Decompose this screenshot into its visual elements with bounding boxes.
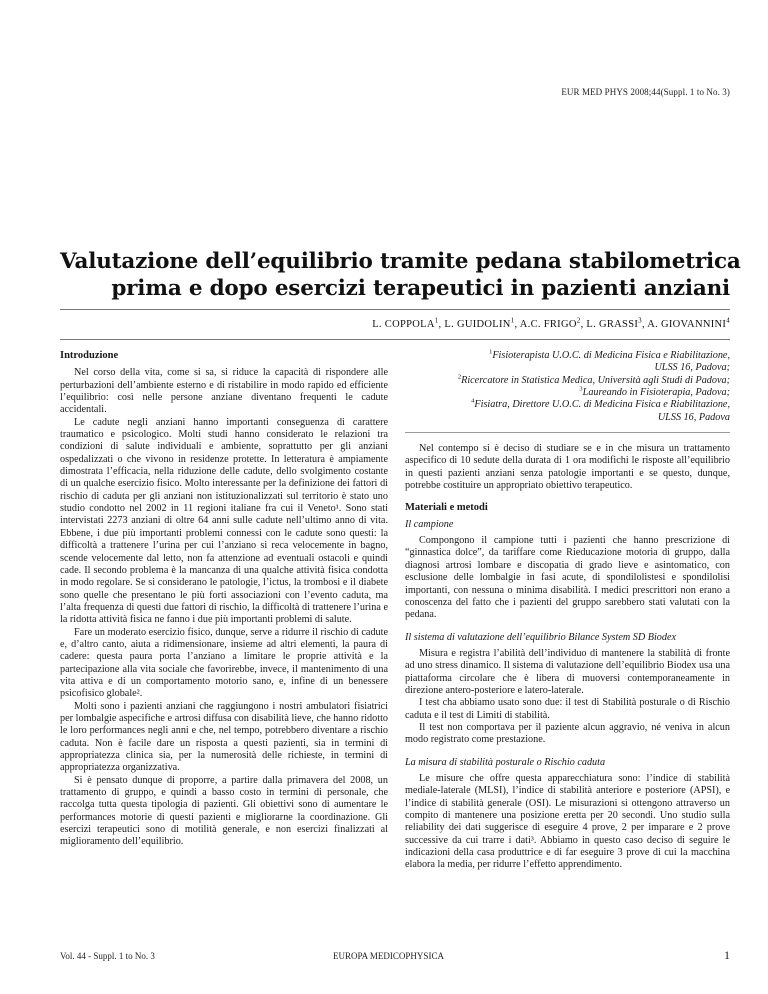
author-affiliation-mark: 3 xyxy=(638,316,642,325)
footer-journal: EUROPA MEDICOPHYSICA xyxy=(333,951,444,961)
author-name: A.C. FRIGO xyxy=(519,319,577,330)
title-divider xyxy=(60,309,730,310)
author-separator: , xyxy=(438,319,445,330)
author-name: L. GUIDOLIN xyxy=(444,319,511,330)
author xyxy=(586,316,648,330)
section-heading-materiali-e-metodi: Materiali e metodi xyxy=(405,502,488,514)
page-number: 1 xyxy=(724,948,730,962)
affiliations-divider xyxy=(405,432,730,433)
affiliation-text: Ricercatore in Statistica Medica, Università agli Studi di Padova; xyxy=(461,374,730,386)
body-paragraph: I test cha abbiamo usato sono due: il test di Stabilità posturale o di Rischio caduta e il test di Limiti di stabilità. xyxy=(405,697,730,721)
author xyxy=(444,316,520,330)
body-paragraph: Misura e registra l’abilità dell’individuo di mantenere la stabilità di fronte ad uno stress dinamico. Il sistema di valutazione dell’equilibrio Biodex usa una piattaforma circolare che è libera di muoversi contemporaneamente in direzione antero-posteriore e latero-laterale. xyxy=(405,647,730,696)
body-paragraph: Fare un moderato esercizio fisico, dunque, serve a ridurre il rischio di cadute e, d’altro canto, aiuta a ridimensionare, insieme ad altri elementi, la paura di cadere: questa paura porta l’anziano a limitare le proprie attività e la partecipazione alla vita sociale che favorirebbe, invece, il mantenimento di una vita attiva e di un comportamento motorio sano, e, infine di un benessere psicofisico globale². xyxy=(60,626,388,700)
subsection-heading: La misura di stabilità posturale o Rischio caduta xyxy=(405,756,606,768)
left-column xyxy=(60,350,388,849)
affiliation-text: ULSS 16, Padova; xyxy=(654,362,730,374)
footer-volume: Vol. 44 - Suppl. 1 to No. 3 xyxy=(60,951,155,961)
body-paragraph: Si è pensato dunque di proporre, a partire dalla primavera del 2008, un trattamento di gruppo, e quindi a basso costo in termini di personale, che raccolga tutta questa tipologia di pazienti. Gli obiettivi sono di aumentare le performances motorie di questi pazienti e migliorarne la coordinazione. Gli esercizi terapeutici sono di motilità generale, e non esercizi finalizzati al miglioramento dell’equilibrio. xyxy=(60,774,388,848)
affiliation-text: Fisiatra, Direttore U.O.C. di Medicina Fisica e Riabilitazione, xyxy=(474,399,730,411)
author-affiliation-mark: 1 xyxy=(510,316,515,325)
affiliation-line xyxy=(405,412,730,424)
affiliation-text: Laureando in Fisioterapia, Padova; xyxy=(582,387,730,399)
affiliation-number: 4 xyxy=(471,397,475,405)
author-affiliation-mark: 1 xyxy=(434,316,439,325)
affiliation-text: ULSS 16, Padova xyxy=(657,411,730,423)
affiliation-line xyxy=(405,350,730,362)
author-separator: , xyxy=(514,319,520,330)
author xyxy=(647,316,730,330)
affiliation-line xyxy=(405,399,730,411)
affiliation-number: 1 xyxy=(489,348,493,356)
author-separator: , xyxy=(641,319,648,330)
author-affiliation-mark: 4 xyxy=(726,316,730,325)
body-paragraph: Le cadute negli anziani hanno importanti conseguenza di carattere traumatico e psicologico. Molti studi hanno considerato le relazioni tra condizioni di salute individuali e ambiente, soprattutto per gli anziani ospedalizzati o che vivono in residenze protette. In letteratura è ampiamente dimostrata l’efficacia, nella riduzione delle cadute, dello svolgimento costante di un qualche esercizio fisico. Molto interessante per la definizione dei fattori di rischio di caduta per gli anziani non istituzionalizzati sul territorio è stato uno studio condotto nel 2002 in 11 regioni italiane fra cui il Veneto¹. Sono stati intervistati 2273 anziani di oltre 64 anni sulle cadute nell’ultimo anno di vita. Ebbene, i due più importanti problemi connessi con le cadute sono questi: la difficoltà a trattenere l’urina per cui l’anziano si reca velocemente in bagno, scende velocemente dal letto, non fa attenzione ad eventuali ostacoli e quindi cade. Il secondo problema è la mancanza di una qualche attività fisica condotta in modo regolare. Se si considerano le patologie, l’ictus, la trombosi e il diabete sono quelle che presentano le più forti associazioni con l’evento caduta, ma l’alta frequenza di questi due fattori di rischio, la difficoltà di trattenere l’urina e la ridotta attività fisica ne fanno i due più importanti problemi di salute. xyxy=(60,416,388,626)
title-line-2: prima e dopo esercizi terapeutici in pazienti anziani xyxy=(111,276,730,301)
body-paragraph: Nel contempo si è deciso di studiare se e in che misura un trattamento aspecifico di 10 sedute della durata di 1 ora modifichi le risposte all’equilibrio in questi pazienti anziani senza patologie importanti e se questo, dunque, potrebbe costituire un appropriato obiettivo terapeutico. xyxy=(405,443,730,492)
body-paragraph: Molti sono i pazienti anziani che raggiungono i nostri ambulatori fisiatrici per lombalgie aspecifiche e artrosi diffusa con disabilità lieve, che hanno ridotto le loro performances negli anni e che, nel tempo, potrebbero diventare a rischio caduta. Non è facile dare un risposta a questi pazienti, sia in termini di appropriatezza clinica sia, per la numerosità delle richieste, in termini di appropriatezza organizzativa. xyxy=(60,700,388,774)
authors-divider xyxy=(60,339,730,340)
author-list xyxy=(372,316,730,330)
subsection-heading: Il sistema di valutazione dell’equilibrio Bilance System SD Biodex xyxy=(405,631,677,643)
affiliations xyxy=(405,350,730,424)
subsection-heading: Il campione xyxy=(405,518,454,530)
body-paragraph: Il test non comportava per il paziente alcun aggravio, né veniva in alcun modo registrato come prestazione. xyxy=(405,721,730,746)
affiliation-number: 3 xyxy=(579,385,583,393)
affiliation-text: Fisioterapista U.O.C. di Medicina Fisica e Riabilitazione, xyxy=(492,350,730,361)
affiliation-line xyxy=(405,375,730,387)
right-column xyxy=(405,350,730,872)
author-name: L. COPPOLA xyxy=(372,319,435,330)
author-affiliation-mark: 2 xyxy=(576,316,581,325)
affiliation-number: 2 xyxy=(457,373,462,381)
body-paragraph: Compongono il campione tutti i pazienti che hanno prescrizione di “ginnastica dolce”, da tariffare come Rieducazione motoria di gruppo, dalla diagnosi artrosi lombare e discopatia di grado lieve e asintomatico, con esclusione delle lombalgie in fasi acute, di spondilolistesi e spondilolisi importanti, con nessuna o minima disabilità. I medici prescrittori non erano a conoscenza del fatto che i pazienti del gruppo sarebbero stati valutati con la pedana. xyxy=(405,535,730,621)
page-footer xyxy=(60,948,730,965)
author xyxy=(372,316,445,330)
body-paragraph: Le misure che offre questa apparecchiatura sono: l’indice di stabilità mediale-laterale (MLSI), l’indice di stabilità anteriore e posteriore (APSI), e l’indice di stabilità generale (OSI). Le misurazioni si ottengono attraverso un compito di mantenere una posizione eretta per 20 secondi. Uno studio sulla reliability dei dati suggerisce di eseguire 4 prove, 2 per imparare e 2 prove successive da cui trarre i dati³. Abbiamo in questo caso deciso di seguire le indicazioni della casa produttrice e di far eseguire 3 prove di cui la macchina elabora la media, per ridurre l’effetto apprendimento. xyxy=(405,772,730,871)
author xyxy=(519,316,587,330)
section-heading-introduzione: Introduzione xyxy=(60,350,119,361)
affiliation-line xyxy=(405,362,730,374)
running-head: EUR MED PHYS 2008;44(Suppl. 1 to No. 3) xyxy=(561,87,730,97)
article-title xyxy=(60,248,741,302)
author-separator: , xyxy=(580,319,587,330)
author-name: A. GIOVANNINI xyxy=(647,319,727,330)
body-paragraph: Nel corso della vita, come si sa, si riduce la capacità di rispondere alle perturbazioni dell’ambiente esterno e di ristabilire in modo rapido ed efficiente l’equilibrio: così nelle persone anziane diventano frequenti le cadute accidentali. xyxy=(60,367,388,416)
author-name: L. GRASSI xyxy=(586,319,639,330)
title-line-1: Valutazione dell’equilibrio tramite pedana stabilometrica xyxy=(60,249,741,274)
affiliation-line xyxy=(405,387,730,399)
